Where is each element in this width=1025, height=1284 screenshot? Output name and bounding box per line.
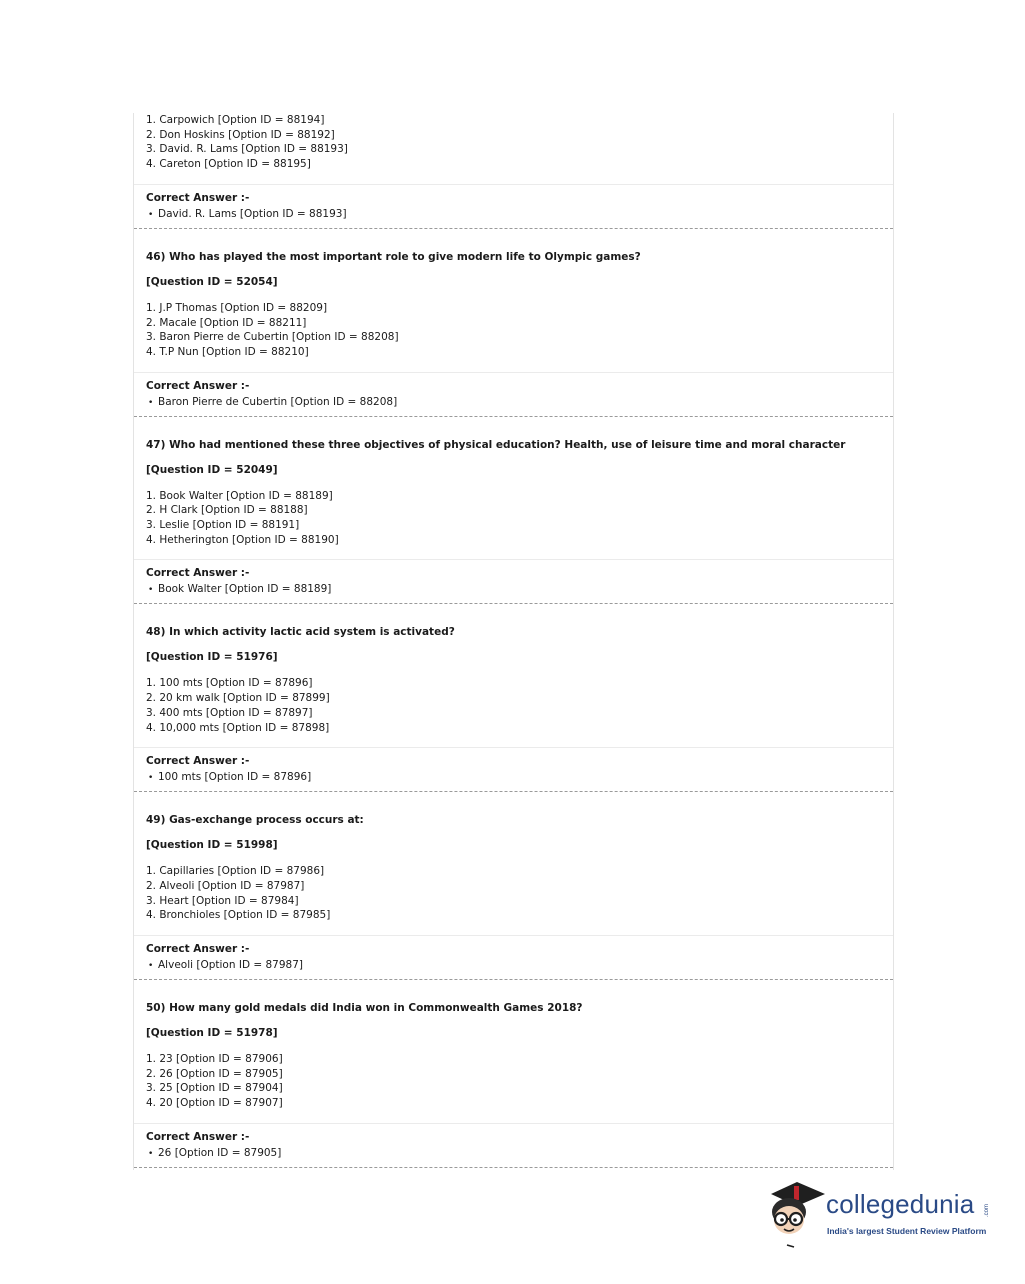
question-title: 46) Who has played the most important role to give modern life to Olympic games? [146,250,641,263]
option-item: 3. 400 mts [Option ID = 87897] [146,706,313,719]
options-list [146,489,881,560]
option-item: 3. Baron Pierre de Cubertin [Option ID = 88208] [146,331,399,344]
question-block-46 [134,229,893,417]
question-block-48 [134,604,893,792]
correct-answer-text: 100 mts [Option ID = 87896] [158,771,312,784]
bullet-icon: • [148,585,154,596]
question-block-50 [134,980,893,1168]
correct-answer-text: David. R. Lams [Option ID = 88193] [158,207,347,220]
question-title: 49) Gas-exchange process occurs at: [146,814,364,827]
question-body [134,980,893,1123]
options-list [146,1052,881,1123]
collegedunia-logo [765,1176,1000,1250]
correct-answer-text: Book Walter [Option ID = 88189] [158,583,332,596]
options-list [146,301,881,372]
options-list [146,113,881,184]
correct-answer-text: 26 [Option ID = 87905] [158,1146,282,1159]
option-item: 2. Macale [Option ID = 88211] [146,316,307,329]
correct-answer-section [134,184,893,228]
question-body [134,417,893,560]
option-item: 4. Bronchioles [Option ID = 87985] [146,909,331,922]
question-body [134,792,893,935]
mascot-icon [767,1176,827,1250]
question-block-45 [134,113,893,229]
correct-answer-label: Correct Answer :- [146,191,250,204]
correct-answer-text: Baron Pierre de Cubertin [Option ID = 88208] [158,395,398,408]
option-item: 4. 20 [Option ID = 87907] [146,1097,283,1110]
option-item: 3. Leslie [Option ID = 88191] [146,519,300,532]
question-id: [Question ID = 51978] [146,1027,278,1040]
option-item: 3. Heart [Option ID = 87984] [146,894,299,907]
question-id: [Question ID = 51976] [146,651,278,664]
correct-answer-item [146,1144,881,1163]
correct-answer-label: Correct Answer :- [146,1130,250,1143]
option-item: 1. J.P Thomas [Option ID = 88209] [146,301,328,314]
question-block-47 [134,417,893,605]
correct-answer-label: Correct Answer :- [146,379,250,392]
correct-answer-item [146,205,881,224]
question-body [134,113,893,184]
correct-answer-label: Correct Answer :- [146,567,250,580]
bullet-icon: • [148,773,154,784]
option-item: 1. 100 mts [Option ID = 87896] [146,677,313,690]
bullet-icon: • [148,209,154,220]
option-item: 3. 25 [Option ID = 87904] [146,1082,283,1095]
question-title: 48) In which activity lactic acid system is activated? [146,626,455,639]
question-id: [Question ID = 51998] [146,839,278,852]
correct-answer-section [134,559,893,603]
question-id: [Question ID = 52054] [146,275,278,288]
option-item: 1. Carpowich [Option ID = 88194] [146,114,325,126]
correct-answer-item [146,393,881,412]
question-block-49 [134,792,893,980]
correct-answer-text: Alveoli [Option ID = 87987] [158,959,304,972]
option-item: 3. David. R. Lams [Option ID = 88193] [146,143,348,156]
correct-answer-section [134,1123,893,1167]
correct-answer-item [146,768,881,787]
question-id: [Question ID = 52049] [146,463,278,476]
logo-wordmark: collegedunia [826,1189,975,1219]
option-item: 4. T.P Nun [Option ID = 88210] [146,345,309,358]
options-list [146,864,881,935]
correct-answer-section [134,372,893,416]
correct-answer-label: Correct Answer :- [146,755,250,768]
bullet-icon: • [148,397,154,408]
option-item: 1. Capillaries [Option ID = 87986] [146,865,325,878]
correct-answer-section [134,747,893,791]
correct-answer-section [134,935,893,979]
option-item: 2. H Clark [Option ID = 88188] [146,504,308,517]
correct-answer-item [146,580,881,599]
question-title: 47) Who had mentioned these three objectives of physical education? Health, use of leisure time and moral character [146,438,846,451]
option-item: 4. Hetherington [Option ID = 88190] [146,533,339,546]
logo-domain-suffix: .com [984,1204,990,1218]
question-title: 50) How many gold medals did India won in Commonwealth Games 2018? [146,1002,583,1015]
option-item: 1. Book Walter [Option ID = 88189] [146,489,333,502]
option-item: 2. Don Hoskins [Option ID = 88192] [146,128,335,141]
option-item: 2. 26 [Option ID = 87905] [146,1067,283,1080]
question-body [134,604,893,747]
option-item: 2. Alveoli [Option ID = 87987] [146,879,305,892]
option-item: 4. 10,000 mts [Option ID = 87898] [146,721,330,734]
question-body [134,229,893,372]
bullet-icon: • [148,961,154,972]
logo-tagline: India's largest Student Review Platform [827,1226,987,1236]
question-sheet [133,113,894,1170]
correct-answer-item [146,956,881,975]
options-list [146,676,881,747]
option-item: 2. 20 km walk [Option ID = 87899] [146,692,330,705]
bullet-icon: • [148,1148,154,1159]
correct-answer-label: Correct Answer :- [146,943,250,956]
option-item: 4. Careton [Option ID = 88195] [146,158,311,171]
option-item: 1. 23 [Option ID = 87906] [146,1053,283,1066]
